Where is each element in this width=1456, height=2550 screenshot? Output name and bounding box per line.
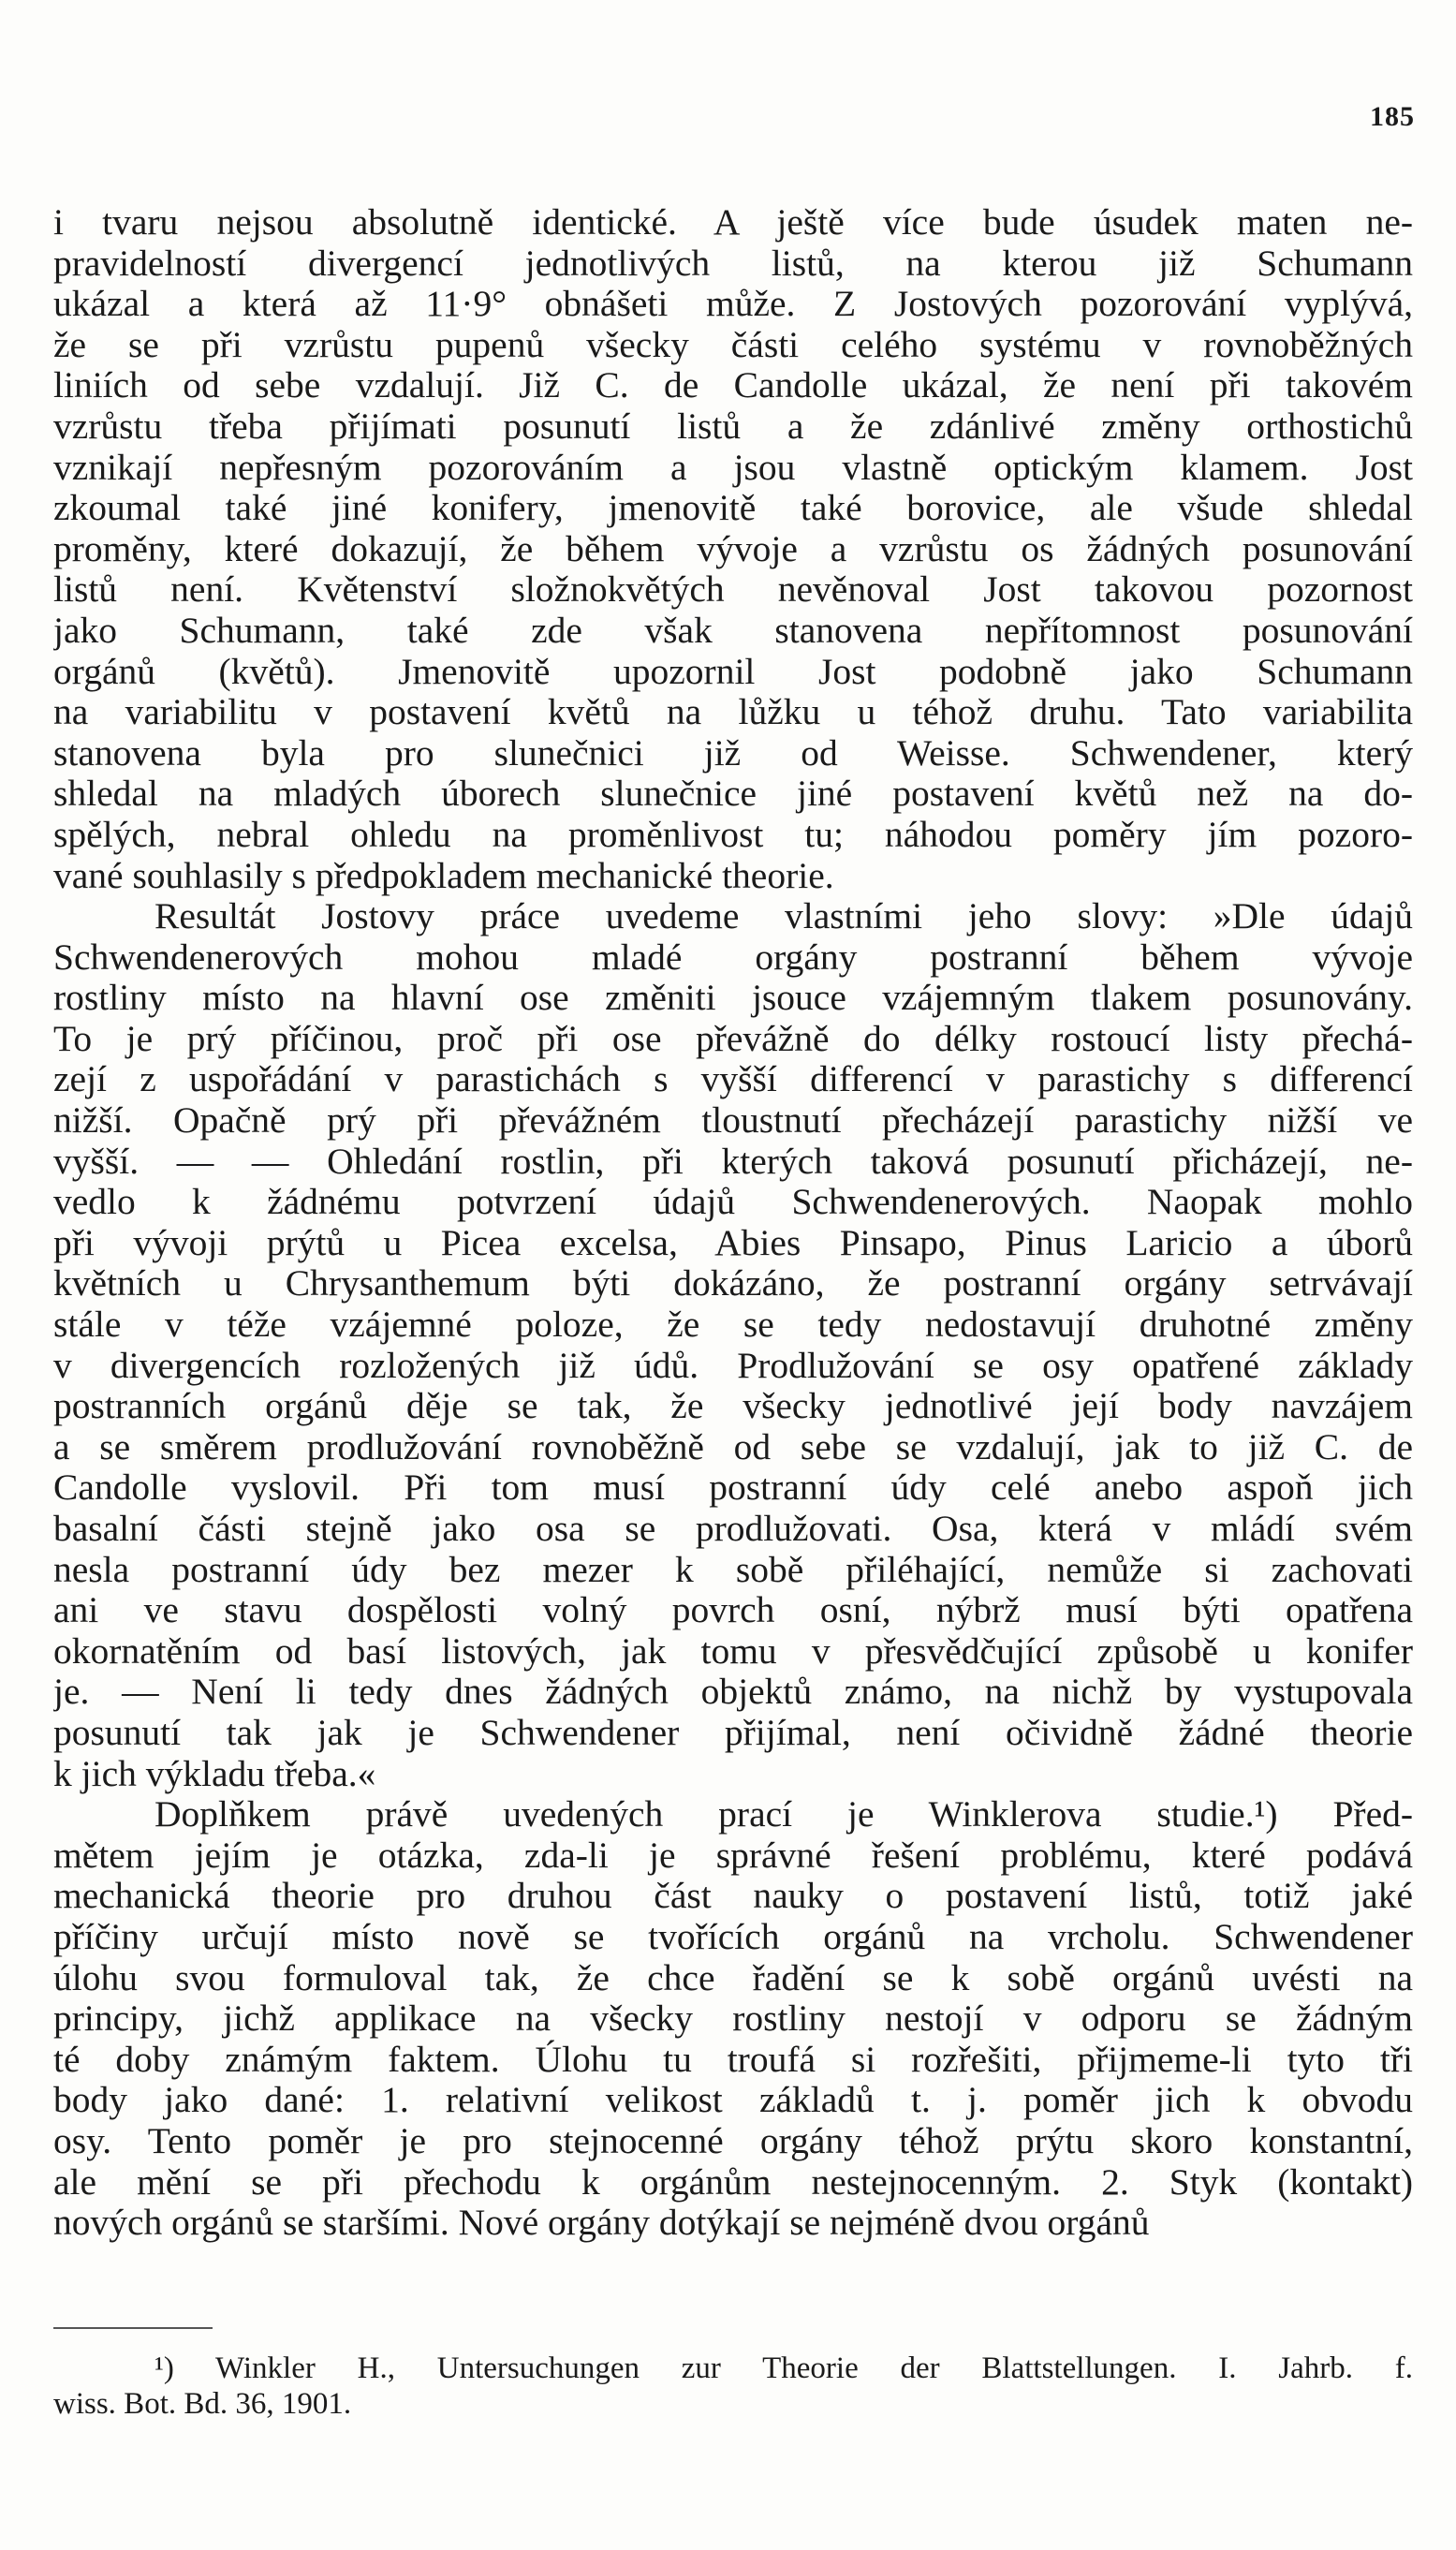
text-line: k jich výkladu třeba.« <box>53 1753 376 1794</box>
paragraph <box>53 1794 1413 2244</box>
text-line: posunutí tak jak je Schwendener přijímal, není očividně žádné theorie <box>53 1712 1413 1753</box>
text-line: vznikají nepřesným pozorováním a jsou vlastně optickým klamem. Jost <box>53 447 1413 488</box>
text-line: principy, jichž applikace na všecky rostliny nestojí v odporu se žádným <box>53 1998 1413 2040</box>
text-line: úlohu svou formuloval tak, že chce řadění se k sobě orgánů uvésti na <box>53 1957 1413 1998</box>
text-line: osy. Tento poměr je pro stejnocenné orgány téhož prýtu skoro konstantní, <box>53 2120 1413 2161</box>
text-line: body jako dané: 1. relativní velikost základů t. j. poměr jich k obvodu <box>53 2080 1413 2121</box>
footnote-line: wiss. Bot. Bd. 36, 1901. <box>53 2387 352 2421</box>
footnote <box>53 2351 1413 2422</box>
text-line: jako Schumann, také zde však stanovena nepřítomnost posunování <box>53 610 1413 651</box>
text-line: květních u Chrysanthemum býti dokázáno, že postranní orgány setrvávají <box>53 1263 1413 1304</box>
text-line: pravidelností divergencí jednotlivých listů, na kterou již Schumann <box>53 243 1413 284</box>
text-line: v divergencích rozložených již údů. Prodlužování se osy opatřené základy <box>53 1345 1413 1386</box>
text-line: ukázal a která až 11·9° obnášeti může. Z Jostových pozorování vyplývá, <box>53 284 1413 325</box>
text-line: Schwendenerových mohou mladé orgány postranní během vývoje <box>53 936 1413 978</box>
text-line: při vývoji prýtů u Picea excelsa, Abies Pinsapo, Pinus Laricio a úborů <box>53 1222 1413 1263</box>
footnote-line: ¹) Winkler H., Untersuchungen zur Theorie der Blattstellungen. I. Jahrb. f. <box>154 2351 1413 2385</box>
text-line: liniích od sebe vzdalují. Již C. de Candolle ukázal, že není při takovém <box>53 365 1413 406</box>
text-line: Candolle vyslovil. Při tom musí postranní údy celé anebo aspoň jich <box>53 1467 1413 1509</box>
text-line: vyšší. — — Ohledání rostlin, při kterých taková posunutí přicházejí, ne- <box>53 1141 1413 1182</box>
text-line: ani ve stavu dospělosti volný povrch osní, nýbrž musí býti opatřena <box>53 1590 1413 1631</box>
text-line: příčiny určují místo nově se tvořících orgánů na vrcholu. Schwendener <box>53 1916 1413 1957</box>
text-line: nových orgánů se staršími. Nové orgány dotýkají se nejméně dvou orgánů <box>53 2203 1150 2244</box>
text-line: rostliny místo na hlavní ose změniti jsouce vzájemným tlakem posunovány. <box>53 978 1413 1019</box>
text-line: stanovena byla pro slunečnici již od Weisse. Schwendener, který <box>53 732 1413 774</box>
text-line: To je prý příčinou, proč při ose převážně do délky rostoucí listy přechá- <box>53 1018 1413 1059</box>
text-line: té doby známým faktem. Úlohu tu troufá si rozřešiti, přijmeme-li tyto tři <box>53 2039 1413 2080</box>
text-line: spělých, nebral ohledu na proměnlivost tu; náhodou poměry jím pozoro- <box>53 814 1413 855</box>
text-line: vedlo k žádnému potvrzení údajů Schwendenerových. Naopak mohlo <box>53 1182 1413 1223</box>
text-line: basalní části stejně jako osa se prodlužovati. Osa, která v mládí svém <box>53 1509 1413 1549</box>
text-line: Resultát Jostovy práce uvedeme vlastními jeho slovy: »Dle údajů <box>154 896 1413 937</box>
body-text <box>53 202 1413 2244</box>
text-line: shledal na mladých úborech slunečnice jiné postavení květů než na do- <box>53 774 1413 815</box>
text-line: stále v téže vzájemné poloze, že se tedy nedostavují druhotné změny <box>53 1304 1413 1346</box>
paragraph <box>53 202 1413 896</box>
text-line: vané souhlasily s předpokladem mechanické theorie. <box>53 855 834 896</box>
text-line: listů není. Květenství složnokvětých nevěnoval Jost takovou pozornost <box>53 569 1413 611</box>
text-line: na variabilitu v postavení květů na lůžku u téhož druhu. Tato variabilita <box>53 692 1413 733</box>
footnote-separator <box>53 2327 213 2329</box>
text-line: mechanická theorie pro druhou část nauky o postavení listů, totiž jaké <box>53 1876 1413 1917</box>
text-line: zkoumal také jiné konifery, jmenovitě také borovice, ale všude shledal <box>53 488 1413 529</box>
text-line: vzrůstu třeba přijímati posunutí listů a že zdánlivé změny orthostichů <box>53 405 1413 447</box>
text-line: zejí z uspořádání v parastichách s vyšší differencí v parastichy s differencí <box>53 1059 1413 1100</box>
page-number: 185 <box>1370 101 1415 132</box>
text-line: okornatěním od basí listových, jak tomu v přesvědčující způsobě u konifer <box>53 1630 1413 1672</box>
text-line: i tvaru nejsou absolutně identické. A ještě více bude úsudek maten ne- <box>53 202 1413 243</box>
text-line: ale mění se při přechodu k orgánům nestejnocenným. 2. Styk (kontakt) <box>53 2161 1413 2203</box>
text-line: postranních orgánů děje se tak, že všecky jednotlivé její body navzájem <box>53 1386 1413 1427</box>
text-line: nižší. Opačně prý při převážném tloustnutí přecházejí parastichy nižší ve <box>53 1100 1413 1142</box>
text-line: a se směrem prodlužování rovnoběžně od sebe se vzdalují, jak to již C. de <box>53 1426 1413 1467</box>
paragraph <box>53 896 1413 1794</box>
text-line: je. — Není li tedy dnes žádných objektů známo, na nichž by vystupovala <box>53 1672 1413 1713</box>
text-line: mětem jejím je otázka, zda-li je správné řešení problému, které podává <box>53 1835 1413 1876</box>
text-line: Doplňkem právě uvedených prací je Winklerova studie.¹) Před- <box>154 1794 1413 1835</box>
text-line: proměny, které dokazují, že během vývoje a vzrůstu os žádných posunování <box>53 528 1413 569</box>
text-line: že se při vzrůstu pupenů všecky části celého systému v rovnoběžných <box>53 324 1413 365</box>
text-line: orgánů (květů). Jmenovitě upozornil Jost podobně jako Schumann <box>53 651 1413 692</box>
text-line: nesla postranní údy bez mezer k sobě přiléhající, nemůže si zachovati <box>53 1549 1413 1590</box>
